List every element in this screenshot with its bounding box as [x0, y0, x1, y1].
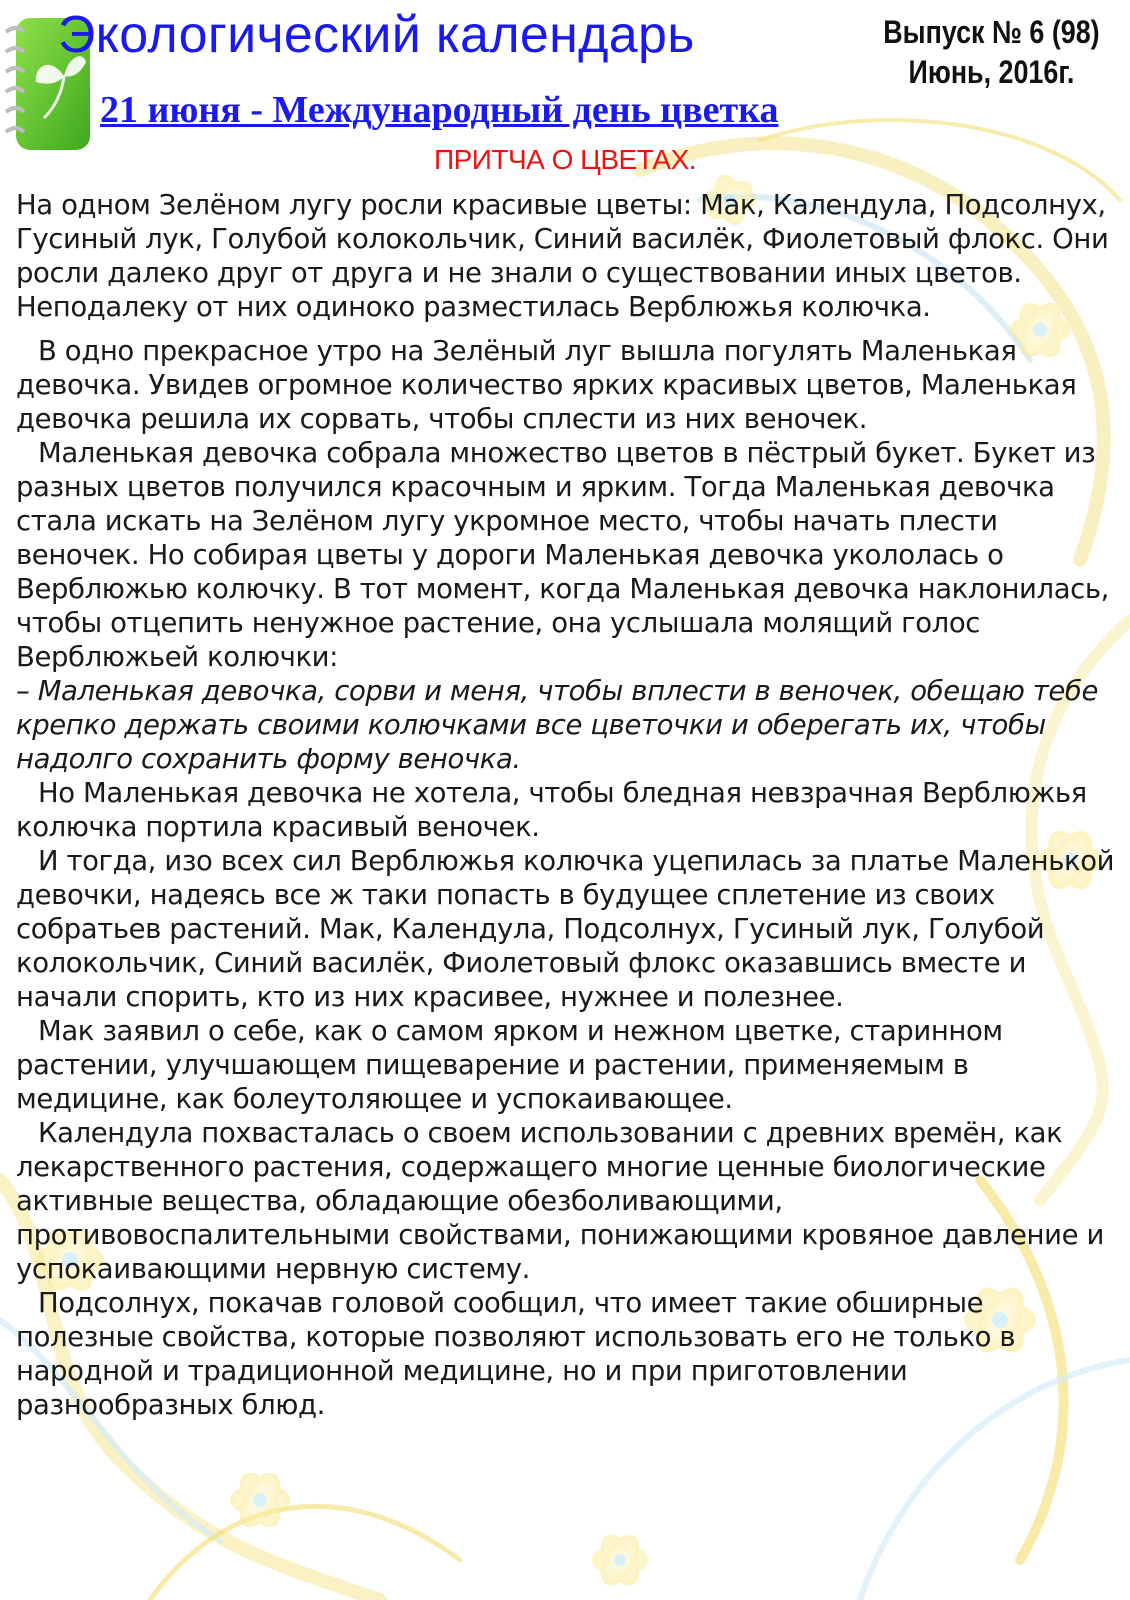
newsletter-title: Экологический календарь	[58, 6, 695, 64]
story-paragraph: Маленькая девочка собрала множество цветов в пёстрый букет. Букет из разных цветов получился красочным и ярким. Тогда Маленькая девочка стала искать на Зелёном лугу укромное место, чтобы начать плести веночек. Но собирая цветы у дороги Маленькая девочка укололась о Верблюжью колючку. В тот момент, когда Маленькая девочка наклонилась, чтобы отцепить ненужное растение, она услышала молящий голос Верблюжьей колючки:	[16, 437, 1110, 673]
issue-number: Выпуск № 6 (98)	[883, 14, 1100, 50]
story-paragraph: Календула похвасталась о своем использовании с древних времён, как лекарственного растения, содержащего многие ценные биологические активные вещества, обладающие обезболивающими, противовоспалительными свойствами, понижающими кровяное давление и успокаивающими нервную систему.	[16, 1117, 1104, 1285]
story-quote: – Маленькая девочка, сорви и меня, чтобы вплести в веночек, обещаю тебе крепко держать своими колючками все цветочки и оберегать их, чтобы надолго сохранить форму веночка.	[16, 675, 1099, 775]
event-subtitle: 21 июня - Международный день цветка	[100, 89, 779, 131]
story-paragraph: И тогда, изо всех сил Верблюжья колючка уцепилась за платье Маленькой девочки, надеясь все ж таки попасть в будущее сплетение из своих собратьев растений. Мак, Календула, Подсолнух, Гусиный лук, Голубой колокольчик, Синий василёк, Фиолетовый флокс оказавшись вместе и начали спорить, кто из них красивее, нужнее и полезнее.	[16, 845, 1115, 1013]
story-paragraph: На одном Зелёном лугу росли красивые цветы: Мак, Календула, Подсолнух, Гусиный лук, Голубой колокольчик, Синий василёк, Фиолетовый флокс. Они росли далеко друг от друга и не знали о существовании иных цветов. Неподалеку от них одиноко разместилась Верблюжья колючка.	[16, 189, 1109, 323]
story-paragraph: Подсолнух, покачав головой сообщил, что имеет такие обширные полезные свойства, которые позволяют использовать его не только в народной и традиционной медицине, но и при приготовлении разнообразных блюд.	[16, 1287, 1016, 1421]
issue-date: Июнь, 2016г.	[908, 54, 1075, 90]
story-paragraph: В одно прекрасное утро на Зелёный луг вышла погулять Маленькая девочка. Увидев огромное количество ярких красивых цветов, Маленькая девочка решила их сорвать, чтобы сплести из них веночек.	[16, 335, 1077, 435]
story-body	[16, 188, 1116, 1422]
story-paragraph: Мак заявил о себе, как о самом ярком и нежном цветке, старинном растении, улучшающем пищеварение и растении, применяемым в медицине, как болеутоляющее и успокаивающее.	[16, 1015, 1003, 1115]
issue-info	[884, 12, 1100, 92]
section-title: ПРИТЧА О ЦВЕТАХ.	[433, 144, 697, 175]
story-paragraph: Но Маленькая девочка не хотела, чтобы бледная невзрачная Верблюжья колючка портила красивый веночек.	[16, 777, 1087, 843]
